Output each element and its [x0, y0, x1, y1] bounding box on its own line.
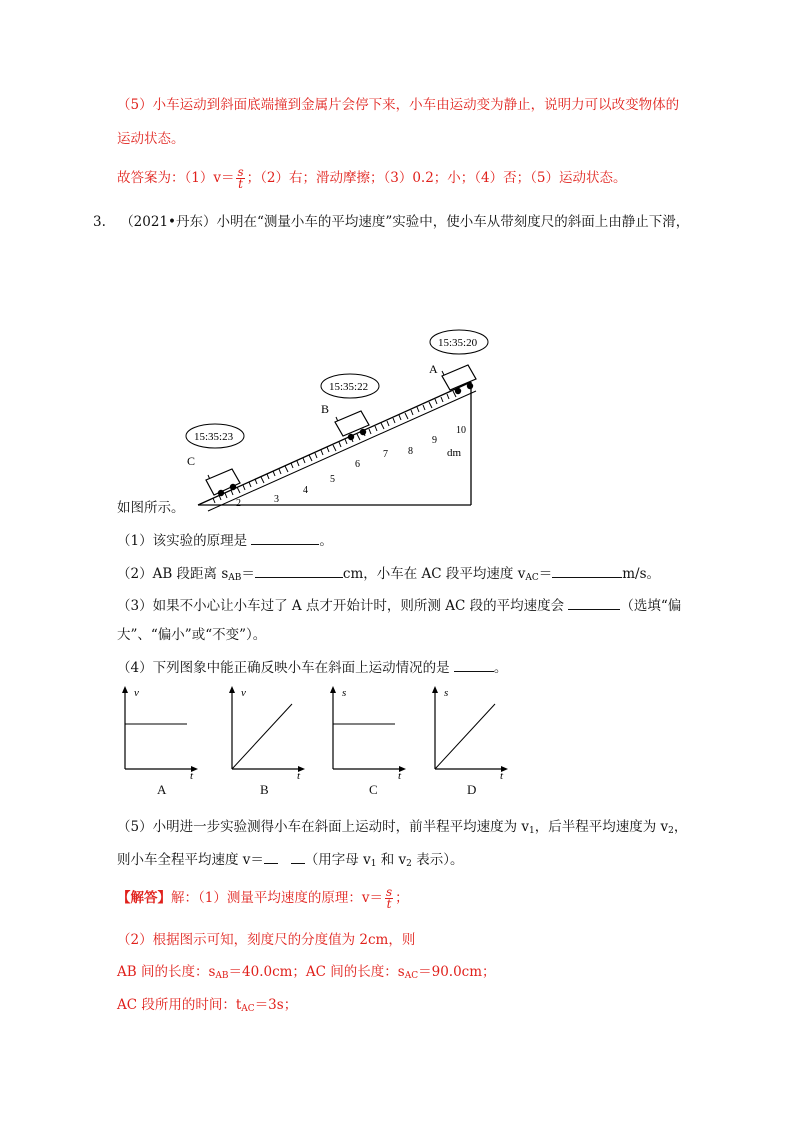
clock-c-time: 15:35:23 [194, 431, 234, 443]
tick-3: 3 [274, 494, 279, 505]
tick-10: 10 [456, 425, 466, 436]
answer-rest: ；（2）右；滑动摩擦；（3）0.2；小；（4）否；（5）运动状态。 [246, 170, 627, 186]
prev-solution-line-5b: 运动状态。 [117, 131, 185, 147]
question-stem [93, 212, 689, 232]
sub-question-2: （2）AB 段距离 $s_{AB}=$ cm，小车在 AC 段平均速度 $v_{AC}= m/s$。 [117, 563, 660, 588]
question-number: 3. [93, 214, 106, 230]
sub-question-1: （1）该实验的原理是 。 [117, 530, 333, 551]
graph-c [323, 684, 408, 779]
graph-d [425, 684, 510, 779]
svg-text:s: s [342, 687, 347, 699]
tick-4: 4 [303, 485, 308, 496]
prev-answer-line [117, 167, 626, 190]
svg-text:t: t [398, 770, 402, 779]
graph-a [115, 684, 200, 779]
graph-d-label: D [467, 782, 477, 797]
question-text: （2021•丹东）小明在“测量小车的平均速度”实验中，使小车从带刻度尺的斜面上由静止下滑， [120, 214, 690, 230]
solution-line-1: 【解答】解：（1）测量平均速度的原理：v＝ $\frac{s}{t}$ ； [117, 885, 409, 911]
clock-b-time: 15:35:22 [329, 381, 369, 393]
point-c-label: C [187, 454, 196, 468]
graph-c-label: C [369, 782, 378, 797]
cart-b [335, 411, 369, 440]
sub-question-4: （4）下列图象中能正确反映小车在斜面上运动情况的是 。 [117, 657, 507, 678]
velocity-fraction: $\frac{s}{t}$ [237, 165, 244, 191]
tick-9: 9 [432, 435, 437, 446]
unit-label: dm [447, 447, 462, 459]
tick-8: 8 [408, 446, 413, 457]
answer-blank-4[interactable] [454, 657, 494, 672]
svg-text:t: t [190, 770, 194, 779]
sub-question-3a: （3）如果不小心让小车过了 A 点才开始计时，则所测 AC 段的平均速度会 （选填“偏 [117, 595, 681, 616]
answer-blank-2a[interactable] [255, 563, 343, 578]
answer-blank-3[interactable] [568, 595, 620, 610]
answer-prefix: 故答案为：（1）v＝ [117, 170, 235, 186]
tick-2: 2 [236, 498, 241, 509]
prev-solution-line-5a: （5）小车运动到斜面底端撞到金属片会停下来，小车由运动变为静止，说明力可以改变物体的 [117, 97, 680, 113]
tick-5: 5 [330, 474, 335, 485]
point-b-label: B [321, 402, 330, 416]
svg-text:t: t [297, 770, 301, 779]
sub-question-3b: 大”、“偏小”或“不变”）。 [117, 627, 267, 643]
clock-a-time: 15:35:20 [438, 337, 478, 349]
solution-tag: 【解答】 [117, 890, 171, 906]
sub-question-5a: （5）小明进一步实验测得小车在斜面上运动时，前半程平均速度为 $v_1$，后半程平均速度为 $v_2$， [117, 819, 688, 836]
incline-figure [150, 325, 490, 515]
answer-blank-1[interactable] [251, 530, 319, 545]
tick-7: 7 [383, 449, 388, 460]
cart-c [206, 469, 240, 496]
sub-question-5b: 则小车全程平均速度 v＝ （用字母 $v_1$ 和 $v_2$ 表示）。 [117, 849, 463, 874]
svg-text:v: v [241, 687, 246, 699]
ruler-ticks [213, 391, 456, 503]
solution-line-2: （2）根据图示可知，刻度尺的分度值为 2cm，则 [117, 932, 416, 948]
graph-b-label: B [260, 782, 269, 797]
answer-blank-2b[interactable] [552, 563, 622, 578]
svg-text:t: t [500, 770, 504, 779]
svg-text:s: s [444, 687, 449, 699]
answer-blank-5a[interactable] [264, 849, 278, 864]
solution-line-4: AC 段所用的时间：$t_{AC}=3s$； [117, 997, 298, 1014]
graph-a-label: A [157, 782, 167, 797]
point-a-label: A [429, 362, 438, 376]
tick-6: 6 [355, 459, 360, 470]
graph-b [222, 684, 307, 779]
solution-fraction: $\frac{s}{t}$ [385, 885, 393, 911]
answer-blank-5b[interactable] [291, 849, 305, 864]
solution-line-3: AB 间的长度：$s_{AB}=40.0cm$；AC 间的长度：$s_{AC}=90.0cm$； [117, 964, 496, 981]
figure-suffix: 如图所示。 [117, 500, 185, 516]
svg-text:v: v [134, 687, 139, 699]
